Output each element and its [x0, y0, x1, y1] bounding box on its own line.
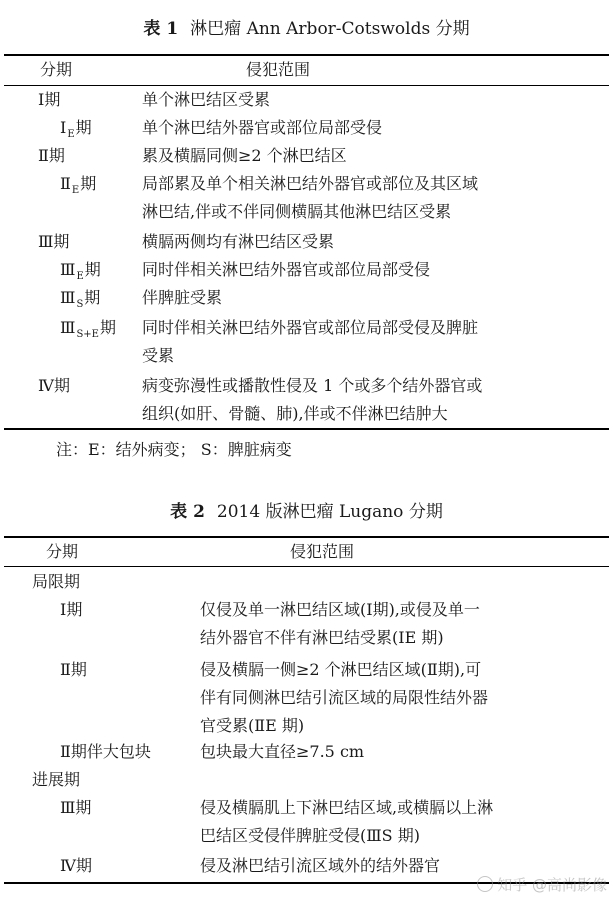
table2-top-rule [4, 536, 609, 538]
table2-desc-cell: 仅侵及单一淋巴结区域(Ⅰ期),或侵及单一 结外器官不伴有淋巴结受累(ⅠE 期) [200, 600, 480, 647]
table1-desc-cell: 同时伴相关淋巴结外器官或部位局部受侵 [142, 260, 431, 279]
table2-desc-cell: 侵及淋巴结引流区域外的结外器官 [200, 856, 441, 875]
table2-stage-cell: Ⅰ期 [60, 600, 83, 619]
table2-stage-cell: Ⅱ期 [60, 660, 87, 679]
table1-bottom-rule [4, 428, 609, 430]
table1-label: 表 1 [143, 19, 179, 39]
table1-desc-cell: 局部累及单个相关淋巴结外器官或部位及其区域 淋巴结,伴或不伴同侧横膈其他淋巴结区受累 [142, 174, 479, 221]
table2-desc-cell: 侵及横膈一侧≥2 个淋巴结区域(Ⅱ期),可 伴有同侧淋巴结引流区域的局限性结外器 官受累(ⅡE 期) [200, 660, 489, 735]
table2-stage-cell: 局限期 [32, 572, 81, 591]
table1-desc-cell: 伴脾脏受累 [142, 288, 223, 307]
table1-stage-cell: Ⅱ期 [38, 146, 65, 165]
table2-desc-cell: 包块最大直径≥7.5 cm [200, 742, 365, 761]
table1-stage-cell: $Ⅰ_E$期 [60, 118, 92, 140]
table1-stage-cell: $Ⅲ_E$期 [60, 260, 101, 282]
table2-caption [0, 501, 613, 523]
table2-col-scope: 侵犯范围 [290, 542, 355, 561]
watermark-text: 知乎 @高尚影像 [497, 876, 607, 894]
table1-stage-cell: Ⅳ期 [38, 376, 70, 395]
table1-header-rule [4, 85, 609, 86]
table1-stage-cell: $Ⅲ_{S+E}$期 [60, 318, 116, 340]
table1-top-rule [4, 54, 609, 56]
table1-stage-cell: $Ⅲ_S$期 [60, 288, 101, 310]
table1-title: 淋巴瘤 Ann Arbor-Cotswolds 分期 [190, 19, 470, 39]
table1-note: 注：E：结外病变； S：脾脏病变 [56, 440, 292, 459]
table1-desc-cell: 病变弥漫性或播散性侵及 1 个或多个结外器官或 组织(如肝、骨髓、肺),伴或不伴淋巴结肿大 [142, 376, 483, 423]
table1-col-stage: 分期 [40, 60, 73, 79]
table2-stage-cell: Ⅲ期 [60, 798, 92, 817]
table2-stage-cell: 进展期 [32, 770, 81, 789]
table1-stage-cell: $Ⅱ_E$期 [60, 174, 97, 196]
table1-stage-cell: Ⅲ期 [38, 232, 70, 251]
zhihu-logo-icon [477, 876, 493, 892]
table2-label: 表 2 [170, 502, 205, 522]
table1-desc-cell: 单个淋巴结外器官或部位局部受侵 [142, 118, 383, 137]
table1-desc-cell: 横膈两侧均有淋巴结区受累 [142, 232, 335, 251]
table1-desc-cell: 同时伴相关淋巴结外器官或部位局部受侵及脾脏 受累 [142, 318, 479, 365]
table2-title: 2014 版淋巴瘤 Lugano 分期 [216, 502, 443, 522]
table2-desc-cell: 侵及横膈肌上下淋巴结区域,或横膈以上淋 巴结区受侵伴脾脏受侵(ⅢS 期) [200, 798, 494, 845]
table1-caption [0, 18, 613, 40]
table2-stage-cell: Ⅱ期伴大包块 [60, 742, 151, 761]
table2-header-rule [4, 566, 609, 567]
table2-stage-cell: Ⅳ期 [60, 856, 92, 875]
table1-stage-cell: Ⅰ期 [38, 90, 61, 109]
watermark [477, 874, 607, 895]
table1-desc-cell: 累及横膈同侧≥2 个淋巴结区 [142, 146, 347, 165]
table1-col-scope: 侵犯范围 [246, 60, 311, 79]
table1-desc-cell: 单个淋巴结区受累 [142, 90, 271, 109]
table2-col-stage: 分期 [46, 542, 79, 561]
